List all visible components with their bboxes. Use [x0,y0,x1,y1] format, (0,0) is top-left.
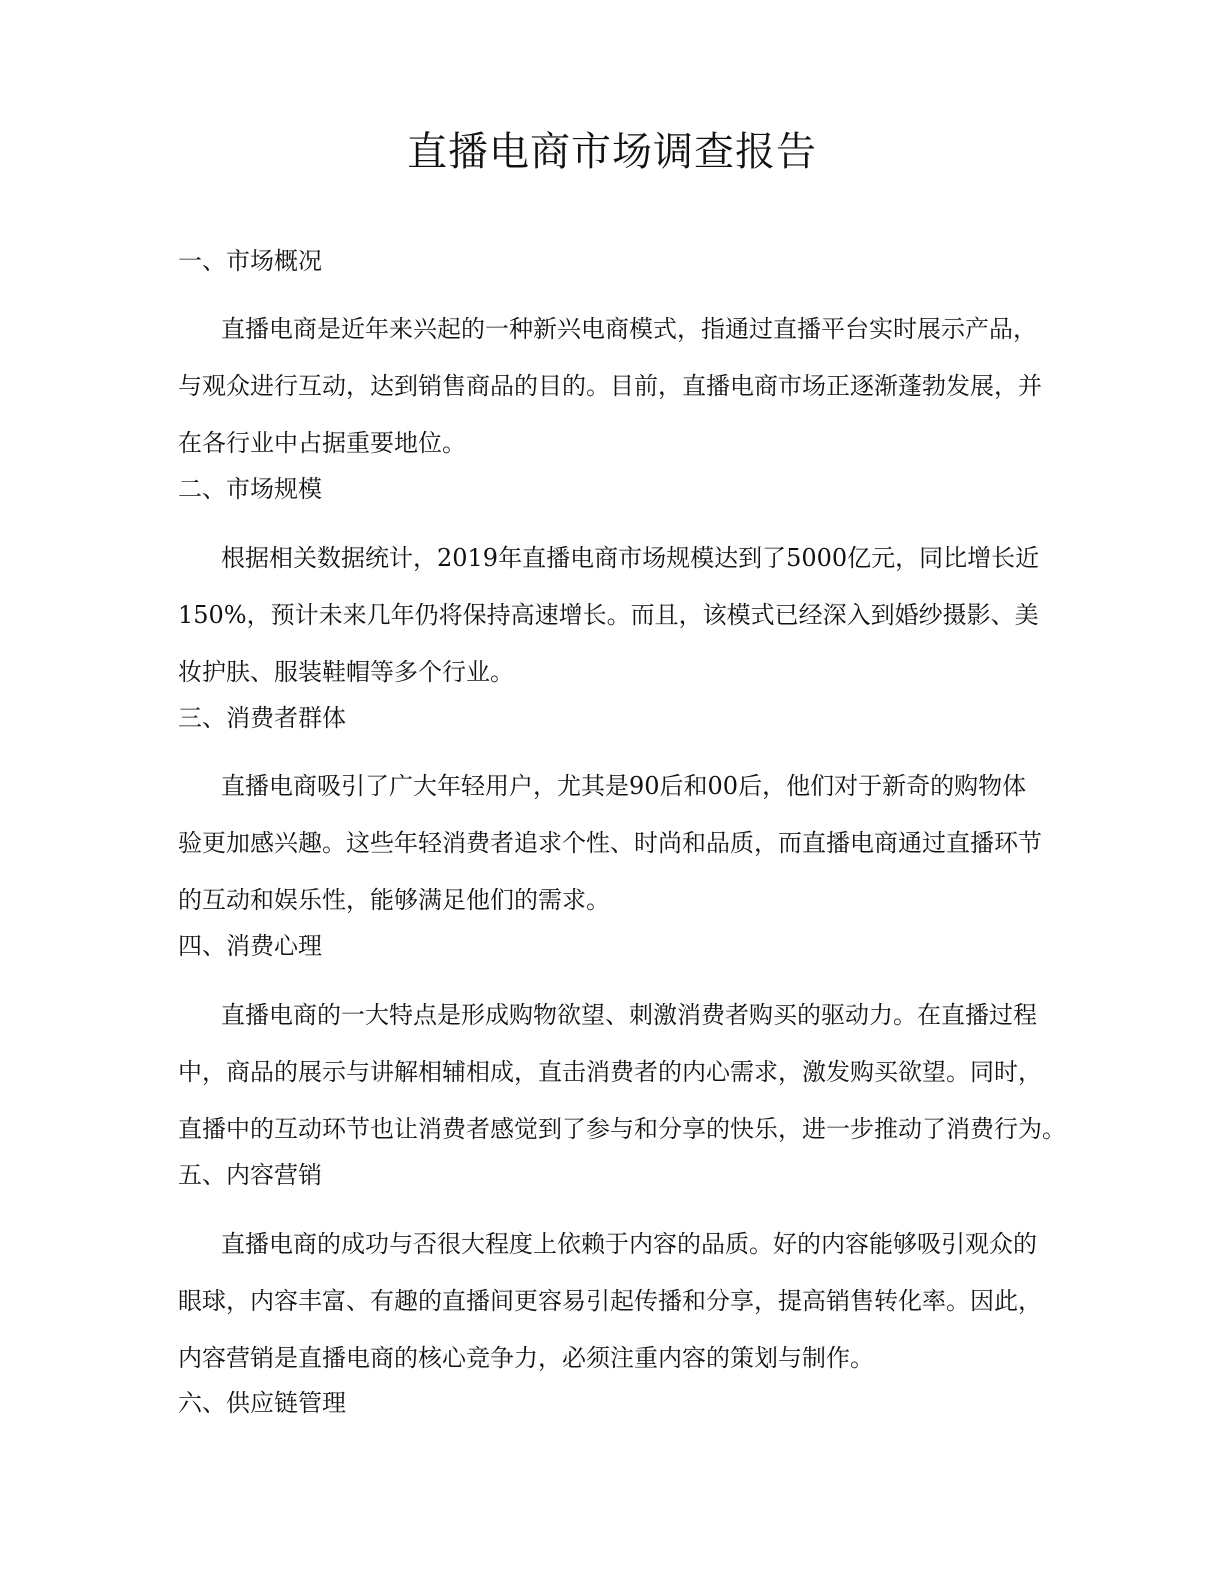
section-heading-consumer-group: 三、消费者群体 [178,704,346,732]
section-body-content-marketing [178,1216,1058,1387]
section-body-market-size [178,530,1058,701]
section-body-consumer-group [178,758,1058,929]
paragraph-line: 内容营销是直播电商的核心竞争力，必须注重内容的策划与制作。 [178,1344,874,1372]
paragraph-line: 根据相关数据统计，2019年直播电商市场规模达到了5000亿元，同比增长近 [221,544,1040,572]
paragraph-line: 直播电商的一大特点是形成购物欲望、刺激消费者购买的驱动力。在直播过程 [221,1001,1037,1029]
paragraph-line: 直播电商是近年来兴起的一种新兴电商模式，指通过直播平台实时展示产品， [221,315,1037,343]
section-heading-market-overview: 一、市场概况 [178,247,322,275]
section-body-market-overview [178,301,1058,472]
paragraph-line: 在各行业中占据重要地位。 [178,429,466,457]
paragraph-line: 与观众进行互动，达到销售商品的目的。目前，直播电商市场正逐渐蓬勃发展，并 [178,372,1042,400]
paragraph-line: 的互动和娱乐性，能够满足他们的需求。 [178,886,610,914]
paragraph-line: 妆护肤、服装鞋帽等多个行业。 [178,658,514,686]
paragraph-line: 直播中的互动环节也让消费者感觉到了参与和分享的快乐，进一步推动了消费行为。 [178,1115,1066,1143]
paragraph-line: 直播电商的成功与否很大程度上依赖于内容的品质。好的内容能够吸引观众的 [221,1230,1037,1258]
section-heading-content-marketing: 五、内容营销 [178,1161,322,1189]
section-body-consumer-psychology [178,987,1066,1158]
paragraph-line: 150%，预计未来几年仍将保持高速增长。而且，该模式已经深入到婚纱摄影、美 [178,601,1039,629]
section-heading-market-size: 二、市场规模 [178,475,322,503]
paragraph-line: 验更加感兴趣。这些年轻消费者追求个性、时尚和品质，而直播电商通过直播环节 [178,829,1042,857]
paragraph-line: 眼球，内容丰富、有趣的直播间更容易引起传播和分享，提高销售转化率。因此， [178,1287,1042,1315]
section-heading-supply-chain: 六、供应链管理 [178,1389,346,1417]
paragraph-line: 中，商品的展示与讲解相辅相成，直击消费者的内心需求，激发购买欲望。同时， [178,1058,1042,1086]
document-title: 直播电商市场调查报告 [407,129,817,175]
paragraph-line: 直播电商吸引了广大年轻用户，尤其是90后和00后，他们对于新奇的购物体 [221,772,1027,800]
section-heading-consumer-psychology: 四、消费心理 [178,932,322,960]
